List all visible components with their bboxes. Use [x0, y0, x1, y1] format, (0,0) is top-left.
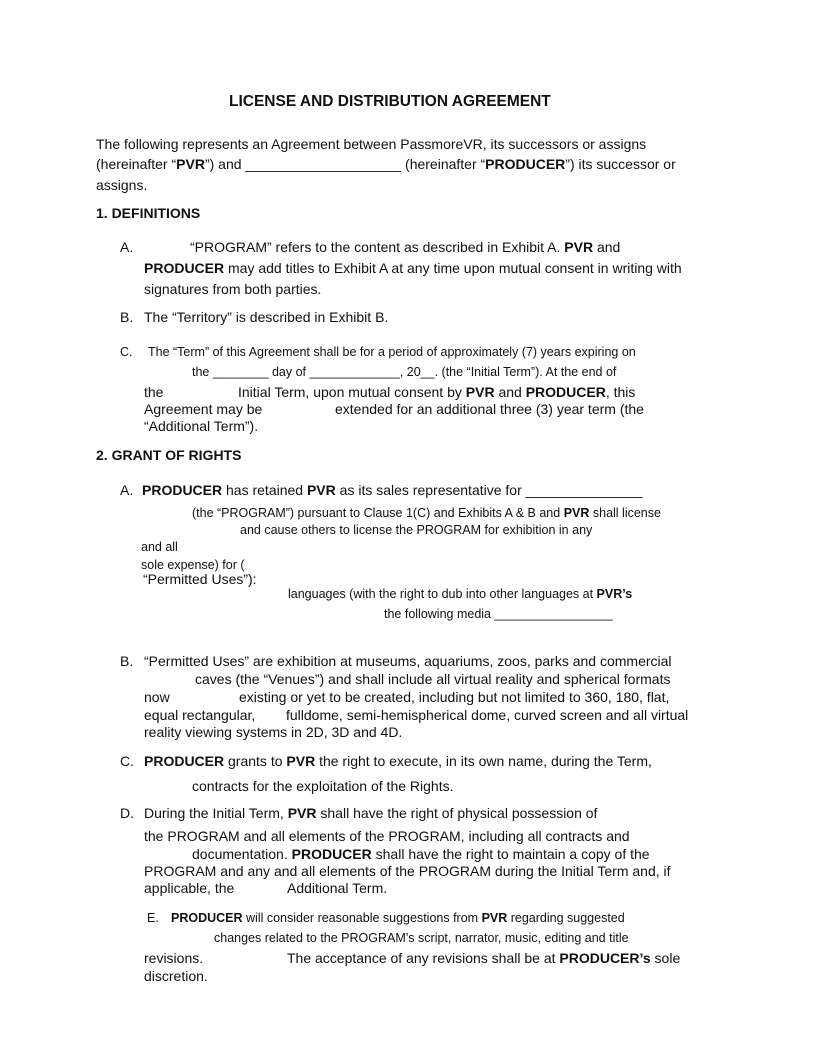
clause-2a-line-7: languages (with the right to dub into other languages at PVR’s: [288, 587, 633, 601]
clause-2b-line-1: “Permitted Uses” are exhibition at museums, aquariums, zoos, parks and commercial: [144, 653, 672, 669]
section-2-heading: 2. GRANT OF RIGHTS: [96, 447, 242, 463]
clause-2a-line-8: the following media _________________: [384, 607, 613, 621]
clause-2e-line-1: PRODUCER will consider reasonable suggestions from PVR regarding suggested: [171, 911, 625, 925]
clause-1c-marker: C.: [120, 345, 133, 359]
clause-1a-line-2: PRODUCER may add titles to Exhibit A at any time upon mutual consent in writing with: [144, 260, 682, 276]
intro-line-1: The following represents an Agreement between PassmoreVR, its successors or assigns: [96, 136, 647, 152]
clause-2b-marker: B.: [120, 653, 134, 669]
clause-2b-line-4b: fulldome, semi-hemispherical dome, curved screen and all virtual: [286, 707, 689, 723]
clause-2b-line-3b: existing or yet to be created, including but not limited to 360, 180, flat,: [239, 689, 670, 705]
clause-1c-line-3a: the: [144, 384, 164, 400]
clause-2b-line-4a: equal rectangular,: [144, 707, 256, 723]
intro-line-2: (hereinafter “PVR”) and ____________________ (hereinafter “PRODUCER”) its successor or: [96, 156, 676, 172]
clause-2d-line-3: documentation. PRODUCER shall have the right to maintain a copy of the: [192, 846, 650, 862]
clause-2a-line-3: and cause others to license the PROGRAM for exhibition in any: [240, 523, 593, 537]
clause-2c-line-2: contracts for the exploitation of the Rights.: [192, 778, 454, 794]
clause-2a-line-6: “Permitted Uses”):: [143, 571, 257, 587]
clause-2c-marker: C.: [120, 753, 134, 769]
clause-2e-marker: E.: [147, 911, 159, 925]
clause-1a-marker: A.: [120, 239, 134, 255]
clause-1c-line-5: “Additional Term”).: [144, 418, 259, 434]
clause-1b-line-1: The “Territory” is described in Exhibit B.: [144, 309, 389, 325]
clause-2e-line-3a: revisions.: [144, 950, 204, 966]
clause-2a-line-2: (the “PROGRAM”) pursuant to Clause 1(C) and Exhibits A & B and PVR shall license: [192, 506, 661, 520]
clause-1c-line-2: the ________ day of _____________, 20__. (the “Initial Term”). At the end of: [192, 365, 617, 379]
clause-2b-line-3a: now: [144, 689, 170, 705]
clause-2b-line-5: reality viewing systems in 2D, 3D and 4D.: [144, 724, 403, 740]
clause-2d-marker: D.: [120, 805, 134, 821]
clause-2e-line-2: changes related to the PROGRAM’s script, narrator, music, editing and title: [214, 931, 629, 945]
clause-1c-line-4b: extended for an additional three (3) year term (the: [335, 401, 644, 417]
clause-2d-line-5b: Additional Term.: [287, 880, 388, 896]
section-1-heading: 1. DEFINITIONS: [96, 205, 201, 221]
clause-2e-line-3b: The acceptance of any revisions shall be at PRODUCER’s sole: [287, 950, 681, 966]
clause-2e-line-4: discretion.: [144, 968, 208, 984]
clause-1a-line-3: signatures from both parties.: [144, 281, 322, 297]
clause-2b-line-2: caves (the “Venues”) and shall include all virtual reality and spherical formats: [195, 671, 671, 687]
clause-2a-line-1: PRODUCER has retained PVR as its sales representative for _______________: [142, 482, 643, 498]
clause-2c-line-1: PRODUCER grants to PVR the right to execute, in its own name, during the Term,: [144, 753, 652, 769]
clause-2a-line-4: and all: [141, 540, 178, 554]
clause-1c-line-3b: Initial Term, upon mutual consent by PVR and PRODUCER, this: [238, 384, 636, 400]
clause-2d-line-5a: applicable, the: [144, 880, 235, 896]
document-title: LICENSE AND DISTRIBUTION AGREEMENT: [229, 93, 551, 110]
clause-2d-line-1: During the Initial Term, PVR shall have the right of physical possession of: [144, 805, 598, 821]
clause-1b-marker: B.: [120, 309, 134, 325]
clause-2a-marker: A.: [120, 482, 134, 498]
clause-2d-line-4: PROGRAM and any and all elements of the PROGRAM during the Initial Term and, if: [144, 863, 671, 879]
clause-1c-line-4a: Agreement may be: [144, 401, 263, 417]
intro-line-3: assigns.: [96, 177, 148, 193]
clause-2d-line-2: the PROGRAM and all elements of the PROGRAM, including all contracts and: [144, 828, 630, 844]
clause-1a-line-1: “PROGRAM” refers to the content as described in Exhibit A. PVR and: [190, 239, 621, 255]
clause-2a-line-5: sole expense) for (: [141, 558, 245, 572]
clause-1c-line-1: The “Term” of this Agreement shall be for a period of approximately (7) years expiring on: [148, 345, 636, 359]
